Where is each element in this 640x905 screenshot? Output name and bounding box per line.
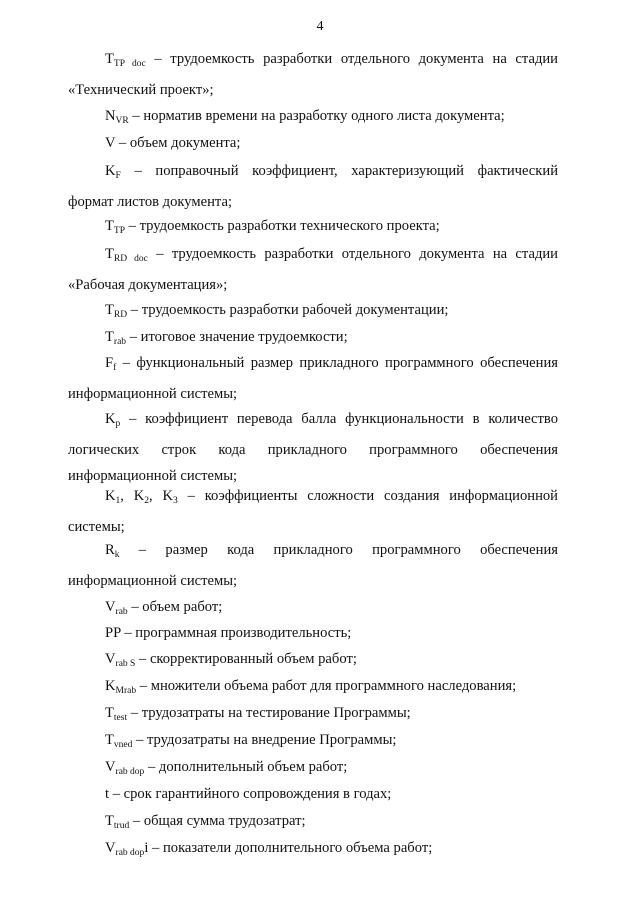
symbol: T [105,732,114,748]
symbol-subscript: 3 [173,496,178,506]
definition-entry [68,537,558,594]
symbol: T [105,329,114,345]
definition-continuation: формат листов документа; [68,194,233,210]
definition-first-line [68,483,558,514]
definition-entry [68,350,558,407]
definition-continuation: информационной системы; [68,386,238,402]
symbol-subscript: k [114,550,120,560]
definition-entry [68,46,558,103]
symbol: t [105,786,110,802]
symbol: K [105,678,116,694]
symbol: T [105,218,114,234]
symbol: V [105,759,116,775]
definition-continuation: логических строк кода прикладного программного обеспечения [68,442,558,458]
definition-text: – трудозатраты на тестирование Программы; [127,705,411,721]
definition-text: – объем документа; [115,135,241,151]
symbol: K [105,163,116,179]
definition-text: – функциональный размер прикладного программного обеспечения [116,355,558,371]
definition-first-line [68,835,558,866]
definition-first-line [68,130,558,156]
symbol: T [105,813,114,829]
symbol: V [105,651,116,667]
definition-text: – коэффициенты сложности создания информационной [177,488,558,504]
definition-text: , K [120,488,145,504]
definition-text: – множители объема работ для программного наследования; [136,678,517,694]
symbol-subscript: vned [113,740,133,750]
definition-first-line [68,213,558,244]
definition-entry [68,406,558,489]
symbol-subscript: rab dop [115,767,145,777]
definition-text: – коэффициент перевода балла функциональности в количество [120,411,558,427]
definition-entry [68,158,558,215]
definition-entry [68,835,558,866]
symbol: K [105,411,116,427]
definition-text: – общая сумма трудозатрат; [129,813,306,829]
definition-text: i – показатели дополнительного объема работ; [144,840,433,856]
definition-text: – поправочный коэффициент, характеризующий фактический [120,163,558,179]
symbol: V [105,135,116,151]
definition-text: – норматив времени на разработку одного листа документа; [128,108,505,124]
definition-text: – итоговое значение трудоемкости; [126,329,348,345]
definition-entry [68,781,558,807]
definition-text: – трудозатраты на внедрение Программы; [132,732,397,748]
definition-continuation: информационной системы; [68,573,238,589]
definition-first-line [68,620,558,646]
symbol: T [105,302,114,318]
definition-first-line [68,350,558,381]
definition-text: – трудоемкость разработки отдельного документа на стадии [145,51,558,67]
symbol-subscript: 2 [144,496,150,506]
definition-text: – программная производительность; [120,625,352,641]
definition-continuation: системы; [68,519,125,535]
definition-text: , K [149,488,174,504]
symbol-subscript: RD [113,310,128,320]
symbol: T [105,51,114,67]
symbol-subscript: rab S [115,659,136,669]
definition-text: – трудоемкость разработки рабочей документации; [127,302,449,318]
symbol-subscript: rab [113,337,127,347]
symbol-subscript: 1 [115,496,121,506]
definition-continuation: «Рабочая документация»; [68,277,228,293]
definition-first-line [68,46,558,77]
symbol: N [105,108,116,124]
definition-entry [68,483,558,540]
symbol-subscript: p [115,419,121,429]
definition-text: – трудоемкость разработки отдельного документа на стадии [147,246,558,262]
definition-entry [68,213,558,244]
symbol-subscript: rab [115,607,128,617]
symbol-subscript: VR [115,116,129,126]
symbol: R [105,542,115,558]
symbol-subscript: RD doc [113,254,148,264]
symbol: K [105,488,116,504]
symbol: T [105,705,114,721]
page-number: 4 [316,19,324,34]
symbol-subscript: rab dop [115,848,145,858]
definition-first-line [68,781,558,807]
symbol: V [105,599,116,615]
definition-text: – срок гарантийного сопровождения в годах; [109,786,392,802]
definition-first-line [68,241,558,272]
symbol-subscript: trud [113,821,130,831]
symbol-subscript: F [115,171,121,181]
symbol-subscript: TP [113,226,126,236]
symbol: T [105,246,114,262]
definition-entry [68,241,558,298]
definition-text: – скорректированный объем работ; [135,651,357,667]
symbol: PP [105,625,121,641]
definition-first-line [68,406,558,437]
definition-first-line [68,158,558,189]
definition-entry [68,620,558,646]
symbol-subscript: f [113,363,117,373]
symbol: F [105,355,114,371]
symbol: V [105,840,116,856]
definition-entry [68,130,558,156]
definition-first-line [68,537,558,568]
definition-continuation: информационной системы; [68,468,238,484]
definition-text: – дополнительный объем работ; [144,759,348,775]
definition-text: – размер кода прикладного программного обеспечения [119,542,558,558]
definition-text: – объем работ; [127,599,223,615]
symbol-subscript: TP doc [113,59,146,69]
definition-text: – трудоемкость разработки технического проекта; [125,218,440,234]
symbol-subscript: Mrab [115,686,137,696]
symbol-subscript: test [113,713,128,723]
definition-continuation: «Технический проект»; [68,82,214,98]
